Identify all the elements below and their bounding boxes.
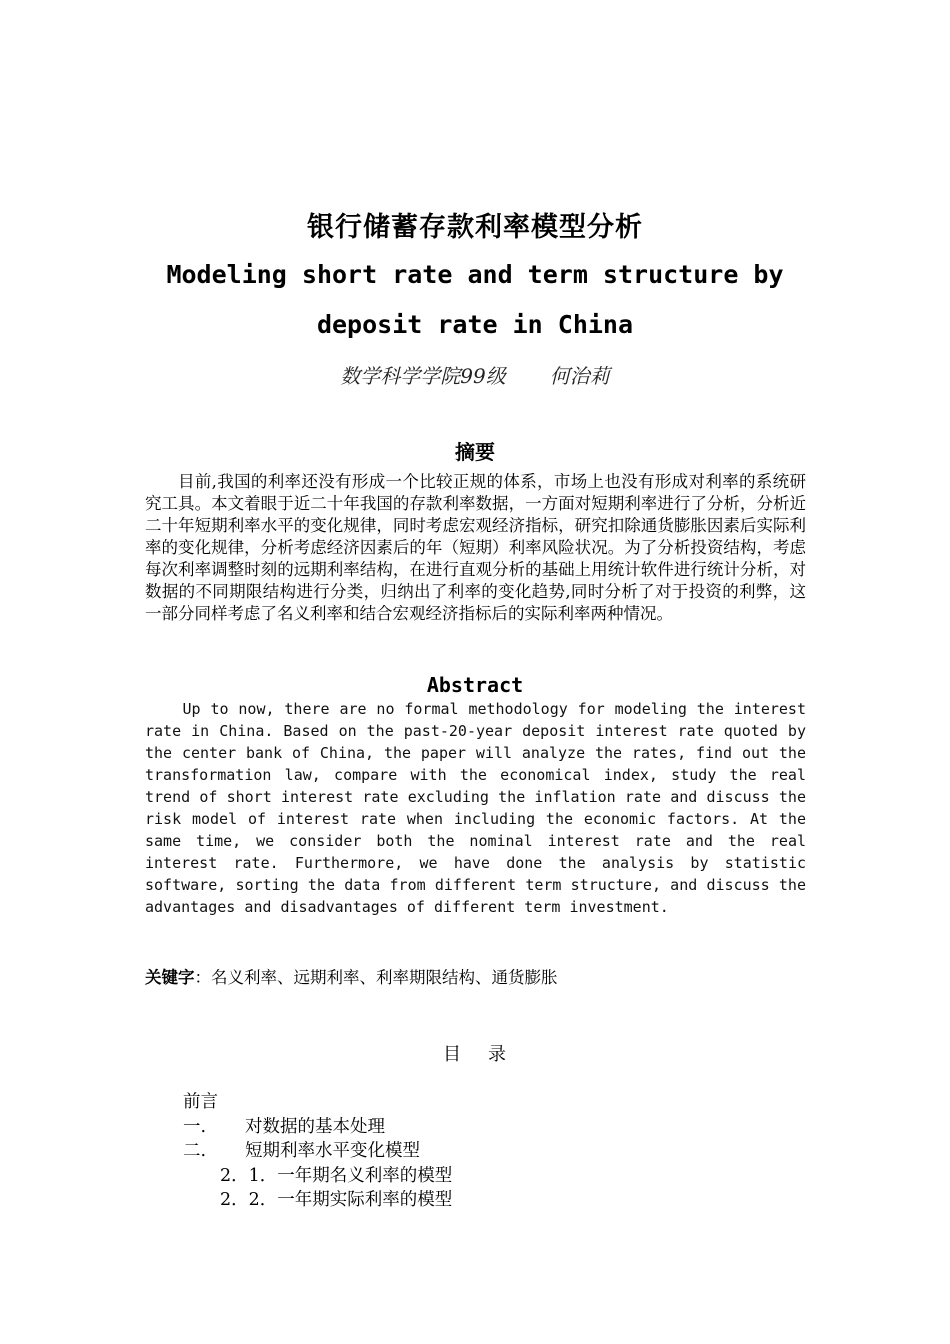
- table-of-contents: [183, 1090, 783, 1213]
- toc-item-text: 前言: [183, 1092, 218, 1112]
- toc-title: [0, 1040, 950, 1066]
- abstract-cn-body: 目前,我国的利率还没有形成一个比较正规的体系，市场上也没有形成对利率的系统研究工具。本文着眼于近二十年我国的存款利率数据，一方面对短期利率进行了分析，分析近二十年短期利率水平的变化规律，同时考虑宏观经济指标，研究扣除通货膨胀因素后实际利率的变化规律，分析考虑经济因素后的年（短期）利率风险状况。为了分析投资结构，考虑每次利率调整时刻的远期利率结构，在进行直观分析的基础上用统计软件进行统计分析，对数据的不同期限结构进行分类，归纳出了利率的变化趋势,同时分析了对于投资的利弊，这一部分同样考虑了名义利率和结合宏观经济指标后的实际利率两种情况。: [145, 472, 806, 623]
- toc-title-char-1: 目: [443, 1044, 462, 1065]
- title-english-line-2: deposit rate in China: [316, 310, 634, 339]
- keywords-label: 关键字: [145, 968, 195, 987]
- toc-item-preface[interactable]: [183, 1090, 783, 1115]
- title-english-line-1: Modeling short rate and term structure by: [166, 260, 784, 289]
- author-name: 何治莉: [549, 364, 610, 388]
- toc-item-number: 二.: [183, 1141, 207, 1161]
- keywords-items: 名义利率、远期利率、利率期限结构、通货膨胀: [211, 968, 558, 987]
- author-affiliation: 数学科学学院99级: [340, 364, 506, 388]
- author-line: [0, 360, 950, 389]
- toc-item-text: 对数据的基本处理: [245, 1116, 385, 1137]
- toc-subitem-number: 2．1．: [220, 1165, 278, 1186]
- toc-subitem-text: 一年期名义利率的模型: [277, 1165, 453, 1186]
- toc-subitem-number: 2．2．: [220, 1190, 278, 1210]
- keywords-line: [145, 964, 806, 988]
- toc-title-char-2: 录: [488, 1044, 507, 1065]
- abstract-cn-heading: 摘要: [455, 440, 495, 464]
- toc-item-number: 一.: [183, 1116, 207, 1137]
- abstract-en-body: Up to now, there are no formal methodology for modeling the interest rate in China. Based on the past-20-year deposit interest rate quoted by the center bank of China, the paper will analyze the rates, find out the transformation law, compare with the economical index, study the real trend of short interest rate excluding the inflation rate and discuss the risk model of interest rate when including the economic factors. At the same time, we consider both the nominal interest rate and the real interest rate. Furthermore, we have done the analysis by statistic software, sorting the data from different term structure, and discuss the advantages and disadvantages of different term investment.: [145, 700, 806, 916]
- toc-item-1[interactable]: [183, 1115, 783, 1140]
- toc-item-2[interactable]: [183, 1139, 783, 1164]
- toc-subitem-2-1[interactable]: [183, 1164, 783, 1189]
- toc-subitem-2-2[interactable]: [183, 1188, 783, 1213]
- abstract-en-heading: Abstract: [426, 673, 524, 697]
- title-chinese: 银行储蓄存款利率模型分析: [307, 212, 643, 243]
- keywords-separator: ：: [194, 968, 211, 987]
- toc-item-text: 短期利率水平变化模型: [245, 1141, 420, 1161]
- toc-subitem-text: 一年期实际利率的模型: [277, 1190, 453, 1210]
